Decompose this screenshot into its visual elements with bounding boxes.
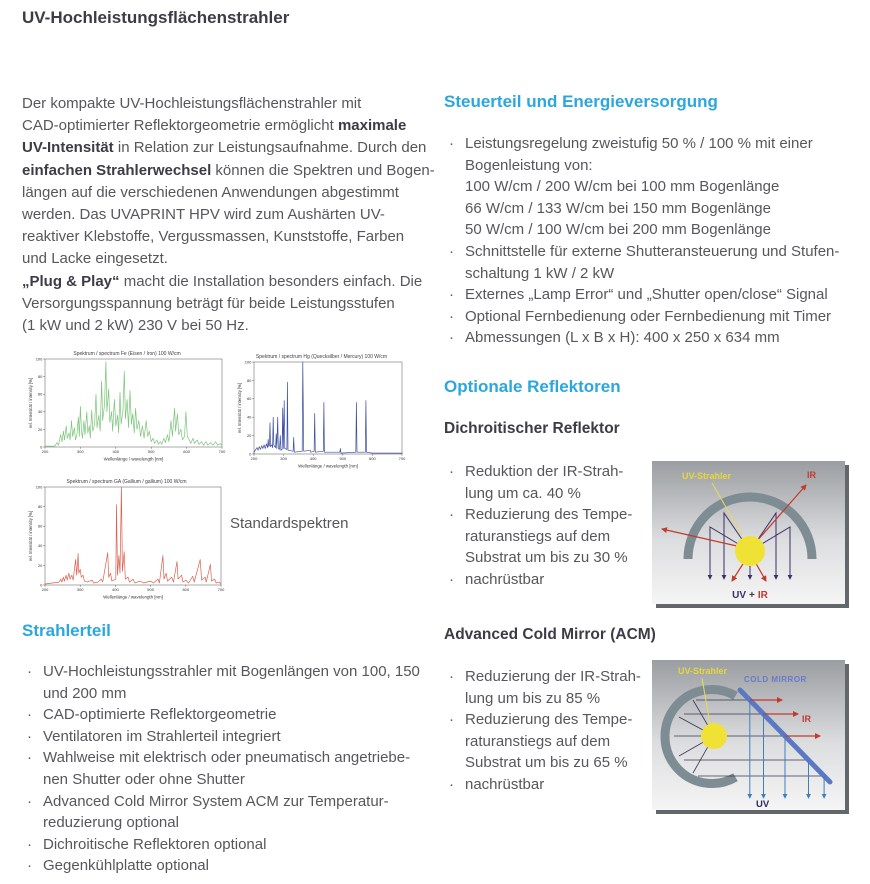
bullet-text: UV-Hochleistungsstrahler mit Bogenlängen von 100, 150 und 200 mm — [43, 663, 420, 702]
svg-text:200: 200 — [41, 587, 49, 592]
intro-paragraph: Der kompakte UV-Hochleistungsflächenstrahler mit CAD-optimierter Reflektorgeometrie ermöglicht maximale UV-Intensität in Relation zur Leistungsaufnahme. Durch den einfachen Strahlerwechsel können die Spektren und Bogen- längen auf die verschiedenen Anwendungen abgestimmt werden. Das UVAPRINT HPV wird zum Aushärten UV- reaktiver Klebstoffe, Vergussmassen, Kunststoffe, Farben und Lacke eingesetzt. „Plug & Play“ macht die Installation besonders einfach. Die Versorgungsspannung beträgt für beide Leistungsstufen (1 kW und 2 kW) 230 V bei 50 Hz. — [22, 95, 435, 335]
acm-diagram — [652, 660, 849, 817]
bullet-text: nachrüstbar — [465, 775, 545, 793]
svg-text:20: 20 — [246, 433, 252, 438]
bullet-marker: · — [27, 835, 32, 853]
svg-text:60: 60 — [246, 396, 252, 402]
fe-spectrum-chart — [28, 349, 226, 462]
bullet-marker: · — [449, 463, 454, 480]
bullet-item — [444, 133, 868, 241]
bullet-marker: · — [27, 792, 32, 810]
bullet-text: nachrüstbar — [465, 570, 545, 588]
bullet-marker: · — [449, 329, 454, 347]
bullet-marker: · — [27, 727, 32, 745]
bullet-item — [444, 306, 868, 328]
svg-text:40: 40 — [37, 409, 43, 415]
bullet-item — [444, 241, 868, 284]
svg-text:500: 500 — [147, 587, 154, 592]
svg-text:0: 0 — [40, 444, 43, 450]
svg-text:0: 0 — [249, 451, 252, 457]
bullet-text: Reduzierung des Tempe- raturanstiegs auf dem Substrat um bis zu 65 % — [465, 711, 633, 772]
page-title: UV-Hochleistungsflächenstrahler — [22, 8, 290, 27]
hg-spectrum-chart — [237, 352, 406, 469]
svg-text:300: 300 — [77, 449, 84, 454]
ir-label: IR — [802, 714, 811, 724]
svg-text:Spektrum / spectrum Fe (Eisen: Spektrum / spectrum Fe (Eisen / Iron) 100 W/cm — [73, 351, 181, 357]
bullet-marker: · — [27, 749, 32, 767]
svg-text:500: 500 — [147, 449, 155, 454]
bullet-marker: · — [449, 286, 454, 304]
svg-text:200: 200 — [250, 456, 258, 461]
ir-label: IR — [807, 470, 816, 480]
dichro-heading: Dichroitischer Reflektor — [444, 420, 620, 437]
svg-text:40: 40 — [246, 414, 252, 420]
svg-text:700: 700 — [218, 449, 226, 454]
uv-lamp-circle — [701, 723, 727, 749]
bullet-text: Reduzierung des Tempe- raturanstiegs auf dem Substrat um bis zu 30 % — [465, 506, 633, 567]
svg-text:100: 100 — [244, 359, 252, 365]
bullet-text: Abmessungen (L x B x H): 400 x 250 x 634 mm — [465, 329, 780, 347]
bullet-item — [444, 666, 650, 709]
svg-text:0: 0 — [40, 582, 43, 588]
svg-text:80: 80 — [37, 504, 43, 509]
strahlerteil-list — [22, 661, 446, 877]
bullet-item — [22, 726, 446, 748]
uv-plus-ir-label: UV + IR — [732, 590, 768, 601]
bullet-item — [444, 709, 650, 774]
svg-text:Wellenlänge / wavelength [nm]: Wellenlänge / wavelength [nm] — [103, 456, 164, 462]
svg-text:60: 60 — [37, 391, 43, 397]
svg-text:rel. Intensität / intensity [%: rel. Intensität / intensity [%] — [28, 510, 33, 562]
bullet-text: Leistungsregelung zweistufig 50 % / 100 % mit einer Bogenleistung von: 100 W/cm / 200 W/cm bei 100 mm Bogenlänge 66 W/cm / 133 W/cm bei 150 mm Bogenlänge 50 W/cm / 100 W/cm bei 200 mm Bogenlänge — [465, 135, 813, 239]
bullet-marker: · — [449, 711, 454, 729]
bullet-marker: · — [27, 857, 32, 875]
svg-text:20: 20 — [37, 426, 43, 432]
bullet-marker: · — [27, 663, 32, 680]
bullet-text: Dichroitische Reflektoren optional — [43, 835, 267, 853]
bullet-marker: · — [449, 135, 454, 152]
svg-text:600: 600 — [182, 587, 190, 592]
svg-text:80: 80 — [246, 377, 252, 383]
bullet-text: Gegenkühlplatte optional — [43, 857, 209, 875]
svg-text:rel. Intensität / intensity [%: rel. Intensität / intensity [%] — [237, 382, 242, 434]
svg-text:rel. Intensität / intensity [%: rel. Intensität / intensity [%] — [28, 377, 33, 429]
svg-text:400: 400 — [309, 456, 317, 461]
bullet-marker: · — [449, 506, 454, 524]
bullet-text: Reduktion der IR-Strah- lung um ca. 40 % — [465, 463, 624, 502]
bullet-item — [444, 461, 650, 504]
uv-strahler-label: UV-Strahler — [678, 666, 728, 676]
bullet-text: Wahlweise mit elektrisch oder pneumatisch angetriebe- nen Shutter oder ohne Shutter — [43, 749, 411, 788]
svg-text:700: 700 — [217, 587, 225, 592]
bullet-item — [22, 855, 446, 877]
spectra-caption: Standardspektren — [230, 515, 349, 532]
ga-spectrum-chart — [28, 477, 225, 600]
cold-mirror-label: COLD MIRROR — [744, 675, 807, 684]
svg-text:600: 600 — [183, 449, 190, 454]
bullet-item — [22, 704, 446, 726]
bullet-text: Ventilatoren im Strahlerteil integriert — [43, 727, 281, 745]
svg-text:100: 100 — [35, 356, 43, 362]
bullet-item — [22, 661, 446, 704]
bullet-marker: · — [449, 668, 454, 685]
bullet-item — [22, 791, 446, 834]
bullet-text: Optional Fernbedienung oder Fernbedienung mit Timer — [465, 307, 832, 325]
svg-text:300: 300 — [280, 456, 287, 461]
acm-image — [652, 660, 849, 817]
svg-text:100: 100 — [35, 484, 43, 490]
strahlerteil-heading: Strahlerteil — [22, 621, 111, 640]
svg-text:700: 700 — [398, 456, 406, 461]
dichroic-reflector-diagram — [652, 461, 849, 608]
svg-text:Spektrum / spectrum GA (Galliu: Spektrum / spectrum GA (Gallium / gallium) 100 W/cm — [66, 479, 187, 485]
bullet-text: CAD-optimierte Reflektorgeometrie — [43, 706, 277, 724]
acm-heading: Advanced Cold Mirror (ACM) — [444, 626, 656, 643]
dichro-list — [444, 461, 650, 591]
optionale-reflektoren-heading: Optionale Reflektoren — [444, 377, 621, 396]
svg-text:300: 300 — [76, 587, 84, 592]
bullet-marker: · — [449, 775, 454, 793]
bullet-item — [444, 504, 650, 569]
bullet-text: Schnittstelle für externe Shutteransteuerung und Stufen- schaltung 1 kW / 2 kW — [465, 242, 840, 282]
bullet-text: Advanced Cold Mirror System ACM zur Temperatur- reduzierung optional — [43, 792, 389, 832]
svg-text:400: 400 — [112, 587, 119, 592]
uv-label: UV — [756, 799, 770, 810]
bullet-marker: · — [449, 242, 454, 260]
steuerteil-list — [444, 133, 868, 349]
bullet-item — [444, 774, 650, 796]
svg-text:400: 400 — [112, 449, 120, 454]
bullet-item — [22, 747, 446, 790]
bullet-marker: · — [449, 307, 454, 325]
steuerteil-heading: Steuerteil und Energieversorgung — [444, 92, 718, 111]
svg-text:20: 20 — [37, 562, 43, 568]
svg-text:Wellenlänge / wavelength [nm]: Wellenlänge / wavelength [nm] — [103, 594, 163, 600]
svg-text:Spektrum / spectrum Hg (Quecks: Spektrum / spectrum Hg (Quecksilber / Mercury) 100 W/cm — [255, 354, 388, 360]
svg-text:600: 600 — [369, 456, 376, 461]
bullet-text: Reduzierung der IR-Strah- lung um bis zu 85 % — [465, 668, 641, 707]
svg-text:500: 500 — [339, 456, 347, 461]
bullet-text: Externes „Lamp Error“ und „Shutter open/close“ Signal — [465, 286, 828, 304]
svg-text:40: 40 — [37, 543, 43, 549]
svg-text:60: 60 — [37, 523, 43, 529]
bullet-item — [444, 569, 650, 591]
dichroic-reflector-image — [652, 461, 849, 608]
bullet-marker: · — [449, 570, 454, 588]
bullet-item — [444, 327, 868, 349]
acm-list — [444, 666, 650, 796]
bullet-item — [22, 834, 446, 856]
uv-strahler-label: UV-Strahler — [682, 471, 732, 481]
image-background — [652, 461, 845, 604]
svg-text:200: 200 — [41, 449, 49, 454]
svg-text:80: 80 — [37, 374, 43, 379]
bullet-marker: · — [27, 706, 32, 724]
bullet-item — [444, 284, 868, 306]
svg-text:Wellenlänge / wavelength [nm]: Wellenlänge / wavelength [nm] — [298, 463, 358, 469]
uv-lamp-circle — [735, 536, 765, 566]
